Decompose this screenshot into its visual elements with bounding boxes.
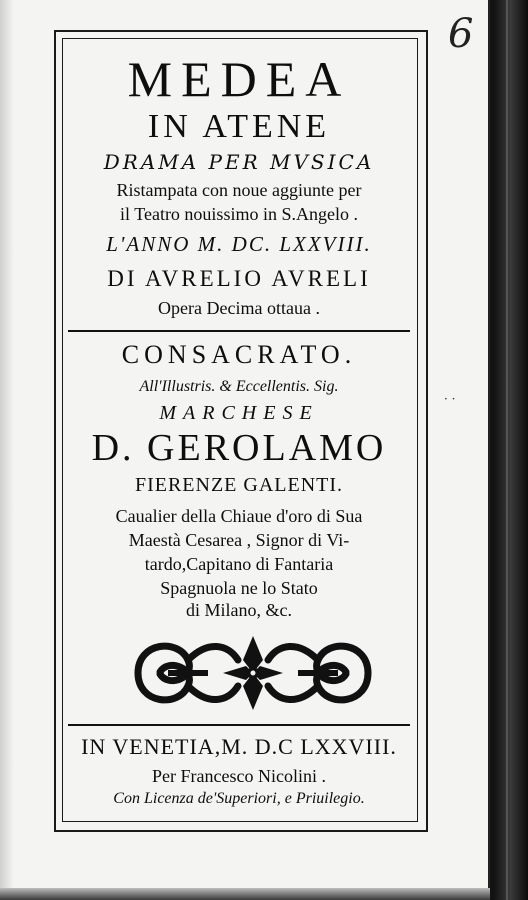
margin-specks: · ·: [444, 392, 456, 406]
dedicatee-titles-5: di Milano, &c.: [186, 600, 292, 620]
dedication-heading: CONSACRATO.: [121, 340, 357, 369]
title-main: MEDEA: [127, 51, 351, 107]
dedication-rank: MARCHESE: [159, 402, 319, 424]
section-divider: [68, 330, 410, 332]
dedicatee-titles-3: tardo,Capitano di Fantaria: [144, 554, 334, 574]
dedicatee-titles-1: Caualier della Chiaue d'oro di Sua: [115, 506, 363, 526]
dedication-honorific: All'Illustris. & Eccellentis. Sig.: [139, 378, 339, 395]
imprint-divider: [68, 724, 410, 726]
year-line: L'ANNO M. DC. LXXVIII.: [106, 232, 372, 256]
imprint-license: Con Licenza de'Superiori, e Priuilegio.: [113, 790, 365, 807]
dedicatee-titles-2: Maestà Cesarea , Signor di Vi-: [128, 530, 350, 550]
dedicatee-surname: FIERENZE GALENTI.: [134, 474, 344, 496]
opus-line: Opera Decima ottaua .: [158, 298, 320, 318]
woodcut-ornament-icon: [128, 630, 378, 716]
imprint-printer: Per Francesco Nicolini .: [152, 766, 326, 786]
dedicatee-titles-4: Spagnuola ne lo Stato: [160, 578, 318, 598]
reprint-line-2: il Teatro nouissimo in S.Angelo .: [120, 204, 358, 224]
genre-line: DRAMA PER MVSICA: [103, 150, 375, 174]
dedicatee-name: D. GEROLAMO: [91, 427, 387, 469]
author-line: DI AVRELIO AVRELI: [107, 266, 371, 291]
reprint-line-1: Ristampata con noue aggiunte per: [116, 180, 362, 200]
page-bottom-edge: [0, 888, 490, 900]
title-subtitle: IN ATENE: [147, 108, 331, 145]
page-gutter-shadow: [0, 0, 14, 888]
imprint-place-date: IN VENETIA,M. D.C LXXVIII.: [81, 734, 397, 759]
page-number: 6: [448, 11, 474, 57]
